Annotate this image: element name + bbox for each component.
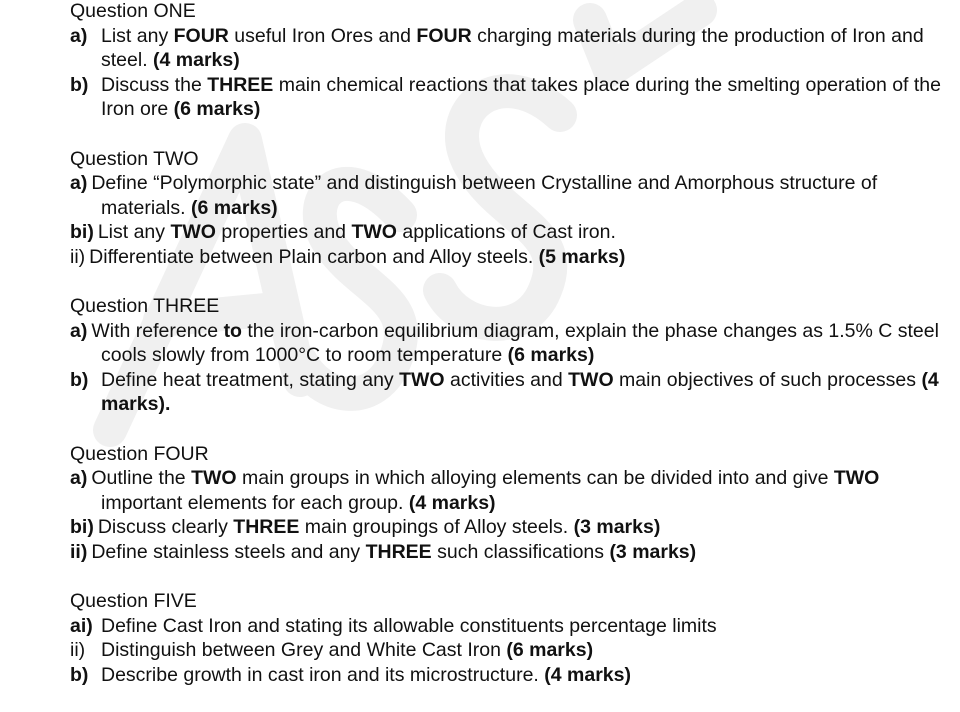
question-title: Question FOUR — [70, 442, 209, 465]
question-section — [70, 589, 950, 687]
body-text: the iron-carbon equilibrium diagram, explain the phase changes as 1.5% C steel cools slowly from 1000°C to room temperature — [101, 319, 939, 366]
question-part-marker: b) — [70, 73, 89, 96]
question-part — [70, 24, 950, 73]
question-part-text — [101, 615, 717, 637]
body-text: List any — [97, 221, 171, 243]
question-part — [70, 466, 950, 515]
question-part-marker: ii) — [70, 245, 86, 268]
emphasis-text: (6 marks) — [506, 639, 594, 661]
question-part — [70, 73, 950, 122]
question-section — [70, 442, 950, 565]
body-text: applications of Cast iron. — [396, 221, 616, 243]
emphasis-text: TWO — [833, 467, 880, 489]
question-part-marker: b) — [70, 368, 89, 391]
body-text: Distinguish between Grey and White Cast Iron — [101, 639, 507, 661]
body-text: main chemical reactions that takes place during the smelting operation of the Iron ore — [101, 73, 942, 120]
question-part-marker: ii) — [70, 540, 88, 563]
question-part — [70, 638, 950, 663]
question-part-text — [101, 639, 593, 661]
question-part — [70, 663, 950, 688]
body-text: properties and — [215, 221, 352, 243]
emphasis-text: TWO — [399, 368, 445, 391]
body-text: main groups in which alloying elements can be divided into and give — [236, 467, 834, 489]
question-part-marker: ii) — [70, 639, 86, 661]
emphasis-text: (3 marks) — [609, 540, 697, 563]
emphasis-text: (6 marks) — [190, 196, 278, 219]
question-part-marker: a) — [70, 172, 88, 194]
body-text: Discuss clearly — [97, 516, 234, 538]
emphasis-text: TWO — [170, 221, 216, 243]
question-part-text — [91, 541, 696, 563]
question-part-text — [91, 467, 879, 514]
question-part-marker: b) — [70, 663, 89, 686]
body-text: List any — [101, 24, 174, 47]
body-text: Differentiate between Plain carbon and Alloy steels. — [89, 245, 539, 268]
question-part — [70, 171, 950, 220]
question-part — [70, 614, 950, 639]
question-section — [70, 147, 950, 270]
question-part — [70, 515, 950, 540]
exam-question-sheet — [70, 0, 950, 712]
question-part — [70, 368, 950, 417]
body-text: main groupings of Alloy steels. — [299, 516, 574, 538]
question-title: Question TWO — [70, 147, 199, 170]
question-part — [70, 245, 950, 270]
emphasis-text: (4 marks) — [408, 491, 496, 514]
body-text: activities and — [444, 368, 569, 391]
body-text: Define stainless steels and any — [91, 540, 366, 563]
emphasis-text: (5 marks) — [538, 245, 626, 268]
emphasis-text: (4 marks) — [544, 663, 631, 686]
question-title: Question THREE — [70, 295, 220, 317]
emphasis-text: TWO — [568, 368, 614, 391]
question-part-marker: bi) — [70, 516, 94, 538]
question-part-marker: bi) — [70, 221, 94, 243]
question-section — [70, 294, 950, 417]
question-section — [70, 0, 950, 122]
body-text: Outline the — [91, 467, 192, 489]
body-text: Define “Polymorphic state” and distinguish between Crystalline and Amorphous structure of materials. — [91, 172, 878, 219]
question-part — [70, 319, 950, 368]
question-part-marker: ai) — [70, 614, 93, 637]
emphasis-text: (4 marks) — [153, 49, 240, 71]
emphasis-text: (4 marks). — [101, 368, 939, 415]
question-part — [70, 220, 950, 245]
question-part-text — [101, 25, 924, 72]
question-part-text — [89, 246, 625, 268]
body-text: With reference — [91, 319, 224, 342]
emphasis-text: (6 marks) — [507, 344, 595, 366]
emphasis-text: to — [223, 319, 242, 342]
question-part-marker: a) — [70, 319, 88, 342]
question-part-text — [91, 172, 877, 219]
body-text: Discuss the — [101, 73, 208, 96]
emphasis-text: THREE — [365, 540, 432, 563]
question-part-text — [101, 369, 939, 416]
body-text: Describe growth in cast iron and its microstructure. — [101, 663, 545, 686]
emphasis-text: TWO — [351, 221, 397, 243]
question-part-marker: a) — [70, 24, 88, 47]
question-part-marker: a) — [70, 467, 88, 489]
emphasis-text: (6 marks) — [173, 98, 261, 120]
emphasis-text: FOUR — [173, 24, 229, 47]
body-text: useful Iron Ores and — [228, 24, 417, 47]
emphasis-text: THREE — [207, 73, 274, 96]
question-part-text — [101, 74, 941, 121]
body-text: main objectives of such processes — [613, 368, 922, 391]
question-part-text — [98, 221, 616, 243]
emphasis-text: TWO — [191, 467, 237, 489]
body-text: important elements for each group. — [101, 491, 409, 514]
question-part-text — [91, 320, 939, 367]
body-text: charging materials during the production of Iron and steel. — [101, 24, 924, 71]
question-title: Question ONE — [70, 0, 196, 22]
body-text: Define Cast Iron and stating its allowable constituents percentage limits — [101, 614, 717, 637]
emphasis-text: (3 marks) — [573, 516, 661, 538]
emphasis-text: FOUR — [416, 24, 472, 47]
question-part — [70, 540, 950, 565]
question-part-text — [98, 516, 661, 538]
emphasis-text: THREE — [233, 516, 300, 538]
body-text: such classifications — [431, 540, 610, 563]
body-text: Define heat treatment, stating any — [101, 368, 400, 391]
question-title: Question FIVE — [70, 590, 197, 612]
question-part-text — [101, 664, 631, 686]
